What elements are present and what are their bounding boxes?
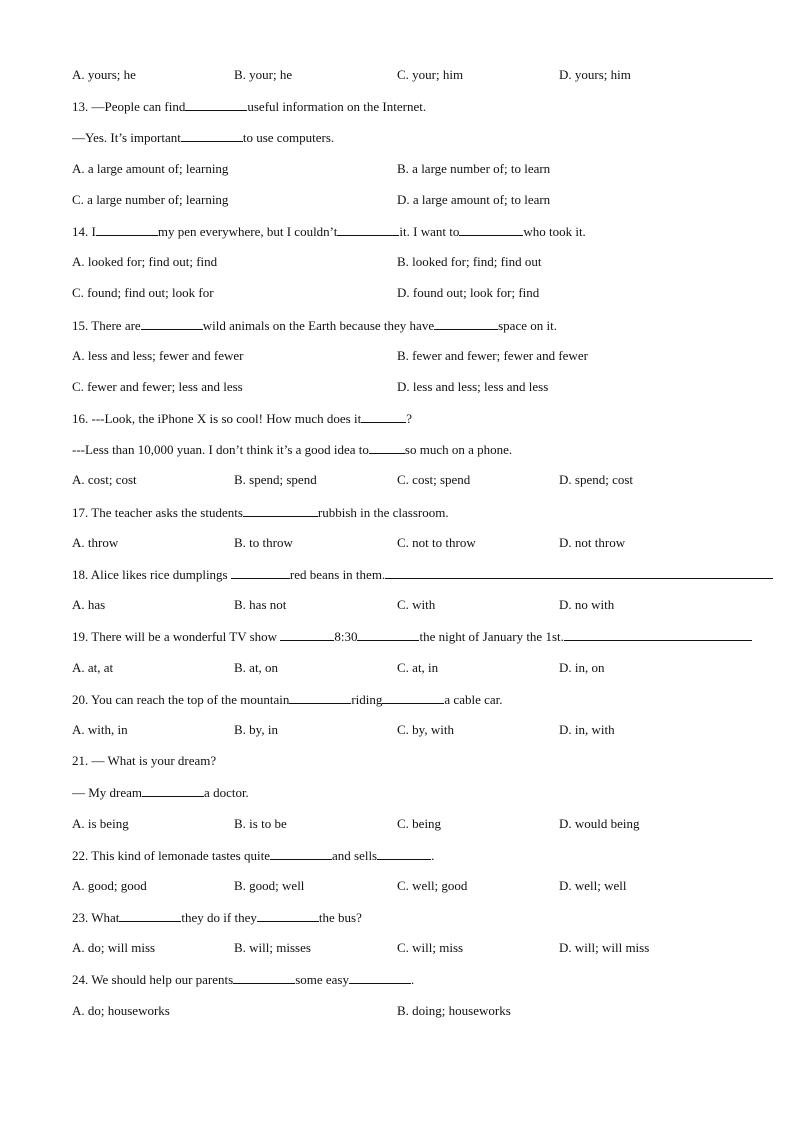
q18-text: 18. Alice likes rice dumplings [72, 567, 231, 582]
q16-option-c[interactable]: C. cost; spend [397, 472, 471, 488]
q12-option-a[interactable]: A. yours; he [72, 67, 136, 82]
q19-option-b[interactable]: B. at, on [234, 659, 279, 675]
q16-option-a[interactable]: A. cost; cost [72, 472, 137, 488]
q23-stem [72, 908, 794, 939]
q24-options [72, 1002, 794, 1033]
q17-option-b[interactable]: B. to throw [234, 534, 293, 550]
q23-text: they do if they [181, 910, 257, 926]
q21-stem-line-2 [72, 783, 794, 814]
q15-blank-2 [434, 316, 498, 330]
q14-option-b[interactable]: B. looked for; find; find out [397, 254, 542, 270]
q20-option-c[interactable]: C. by, with [397, 721, 454, 737]
q23-option-d[interactable]: D. will; will miss [559, 940, 650, 956]
q20-option-a[interactable]: A. with, in [72, 721, 128, 737]
q15-options-row-1 [72, 347, 794, 378]
q13-option-a[interactable]: A. a large amount of; learning [72, 160, 229, 176]
q23-option-b[interactable]: B. will; misses [234, 940, 311, 956]
q16-blank-2 [369, 440, 405, 454]
q13-text: useful information on the Internet. [247, 99, 427, 115]
q14-blank-1 [96, 222, 158, 236]
q21-text: a doctor. [204, 785, 249, 801]
q18-text: red beans in them. [289, 567, 386, 582]
q19-option-c[interactable]: C. at, in [397, 659, 439, 675]
q14-options-row-2 [72, 284, 794, 315]
q15-stem [72, 316, 794, 347]
q19-trailing-rule [564, 627, 752, 641]
q21-option-d[interactable]: D. would being [559, 815, 640, 831]
q14-text: 14. I [72, 223, 96, 239]
q18-option-b[interactable]: B. has not [234, 597, 287, 613]
q17-option-c[interactable]: C. not to throw [397, 534, 476, 550]
q24-stem [72, 970, 794, 1001]
q12-option-b[interactable]: B. your; he [234, 67, 293, 82]
q15-text: 15. There are [72, 317, 141, 333]
q18-option-c[interactable]: C. with [397, 597, 436, 613]
q14-blank-3 [459, 222, 523, 236]
q16-blank-1 [361, 409, 406, 423]
q19-stem [72, 627, 794, 658]
q16-options [72, 471, 794, 502]
q12-options [72, 66, 794, 97]
q16-option-d[interactable]: D. spend; cost [559, 472, 634, 488]
q21-text: — My dream [72, 785, 143, 801]
q17-stem [72, 503, 794, 534]
q24-text: . [410, 972, 415, 988]
q22-text: 22. This kind of lemonade tastes quite [72, 847, 270, 863]
q13-text: —Yes. It’s important [72, 130, 181, 146]
q13-options-row-1 [72, 160, 794, 191]
q19-text: 8:30 [334, 629, 358, 645]
q23-blank-1 [119, 908, 181, 922]
q18-stem [72, 565, 794, 596]
q23-blank-2 [257, 908, 319, 922]
q20-option-b[interactable]: B. by, in [234, 721, 278, 737]
q20-text: a cable car. [444, 691, 503, 707]
q23-text: the bus? [318, 910, 362, 926]
q16-text: ---Less than 10,000 yuan. I don’t think it’s a good idea to [72, 442, 369, 458]
q20-stem [72, 690, 794, 721]
q20-text: riding [351, 691, 383, 707]
q19-text: the night of January the 1st. [419, 629, 564, 645]
q17-option-d[interactable]: D. not throw [559, 534, 626, 550]
q20-blank-1 [289, 690, 351, 704]
q19-blank-2 [357, 627, 419, 641]
q14-options-row-1 [72, 253, 794, 284]
q20-blank-2 [382, 690, 444, 704]
q19-options [72, 659, 794, 690]
q13-stem-line-2 [72, 128, 794, 159]
q23-option-a[interactable]: A. do; will miss [72, 940, 156, 956]
q15-option-c[interactable]: C. fewer and fewer; less and less [72, 378, 243, 394]
q18-blank-1 [231, 565, 290, 579]
q22-option-a[interactable]: A. good; good [72, 877, 147, 893]
q21-option-b[interactable]: B. is to be [234, 815, 287, 831]
q22-options [72, 877, 794, 908]
q14-option-a[interactable]: A. looked for; find out; find [72, 254, 218, 270]
q15-text: wild animals on the Earth because they have [202, 317, 435, 333]
worksheet [72, 66, 794, 1033]
q13-options-row-2 [72, 191, 794, 222]
q24-blank-1 [233, 970, 295, 984]
q19-blank-1 [280, 627, 334, 641]
q18-option-d[interactable]: D. no with [559, 597, 615, 613]
q13-text: 13. —People can find [72, 99, 186, 115]
q14-text: it. I want to [399, 223, 460, 239]
q24-text: some easy [295, 972, 349, 988]
q21-blank-1 [142, 783, 204, 797]
q18-option-a[interactable]: A. has [72, 597, 106, 613]
q16-stem-line-2 [72, 440, 794, 471]
q16-stem-line-1 [72, 409, 794, 440]
q13-text: to use computers. [242, 130, 335, 146]
q24-option-a[interactable]: A. do; houseworks [72, 1002, 170, 1018]
q23-option-c[interactable]: C. will; miss [397, 940, 464, 956]
q14-text: my pen everywhere, but I couldn’t [157, 223, 338, 239]
q18-trailing-rule [385, 565, 773, 579]
q20-options [72, 721, 794, 752]
q20-text: 20. You can reach the top of the mountain [72, 691, 290, 707]
q16-text: ? [406, 411, 412, 427]
q21-stem-line-1 [72, 752, 794, 783]
q19-text: 19. There will be a wonderful TV show [72, 629, 281, 645]
q15-option-a[interactable]: A. less and less; fewer and fewer [72, 347, 244, 363]
q12-option-c[interactable]: C. your; him [397, 67, 464, 82]
q23-text: 23. What [72, 910, 120, 926]
q17-options [72, 534, 794, 565]
q14-option-d[interactable]: D. found out; look for; find [397, 285, 540, 301]
q17-blank-1 [243, 503, 318, 517]
q15-option-d[interactable]: D. less and less; less and less [397, 378, 549, 394]
q13-blank-1 [185, 97, 247, 111]
q24-text: 24. We should help our parents [72, 972, 234, 988]
q22-blank-2 [377, 846, 431, 860]
q15-text: space on it. [498, 317, 557, 333]
q21-option-c[interactable]: C. being [397, 815, 442, 831]
q13-stem-line-1 [72, 97, 794, 128]
q22-option-c[interactable]: C. well; good [397, 877, 468, 893]
q21-options [72, 815, 794, 846]
q14-text: who took it. [523, 223, 586, 239]
q17-text: 17. The teacher asks the students [72, 504, 243, 520]
q22-stem [72, 846, 794, 877]
q22-text: and sells [331, 847, 378, 863]
q18-options [72, 596, 794, 627]
q14-option-c[interactable]: C. found; find out; look for [72, 285, 214, 301]
q21-option-a[interactable]: A. is being [72, 815, 129, 831]
q15-blank-1 [141, 316, 203, 330]
q19-option-a[interactable]: A. at, at [72, 659, 114, 675]
q13-blank-2 [181, 128, 243, 142]
q15-option-b[interactable]: B. fewer and fewer; fewer and fewer [397, 347, 588, 363]
q17-option-a[interactable]: A. throw [72, 534, 119, 550]
q22-blank-1 [270, 846, 332, 860]
q16-text: 16. ---Look, the iPhone X is so cool! How much does it [72, 411, 362, 427]
q13-option-c[interactable]: C. a large number of; learning [72, 191, 229, 207]
q16-option-b[interactable]: B. spend; spend [234, 472, 317, 488]
q24-blank-2 [349, 970, 411, 984]
q17-text: rubbish in the classroom. [317, 504, 449, 520]
q22-option-b[interactable]: B. good; well [234, 877, 305, 893]
q13-option-b[interactable]: B. a large number of; to learn [397, 160, 551, 176]
q12-option-d[interactable]: D. yours; him [559, 67, 631, 82]
q23-options [72, 939, 794, 970]
q16-text: so much on a phone. [404, 442, 513, 458]
q14-blank-2 [337, 222, 399, 236]
q22-text: . [431, 847, 435, 863]
q20-option-d[interactable]: D. in, with [559, 721, 615, 737]
q14-stem [72, 222, 794, 253]
q19-option-d[interactable]: D. in, on [559, 659, 605, 675]
q24-option-b[interactable]: B. doing; houseworks [397, 1002, 511, 1018]
q13-option-d[interactable]: D. a large amount of; to learn [397, 191, 551, 207]
q15-options-row-2 [72, 378, 794, 409]
q21-text: 21. — What is your dream? [72, 753, 217, 769]
q22-option-d[interactable]: D. well; well [559, 877, 627, 893]
